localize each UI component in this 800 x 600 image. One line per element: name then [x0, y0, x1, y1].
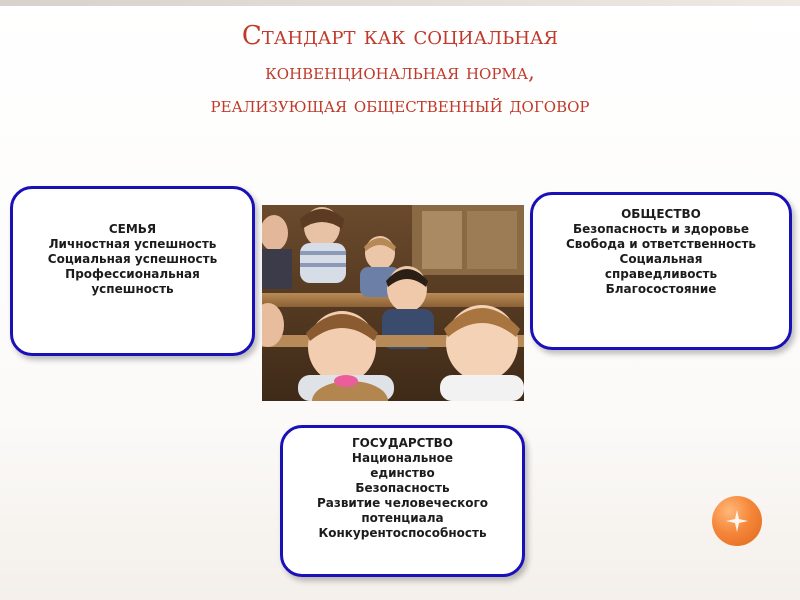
society-box [530, 192, 792, 350]
slide-title [100, 16, 700, 121]
family-item: Профессиональная [65, 267, 200, 281]
title-line-3: реализующая общественный договор [210, 92, 590, 117]
state-item: единство [370, 466, 435, 480]
society-item: Социальная [619, 252, 703, 266]
title-line-1: Стандарт как социальная [241, 21, 559, 51]
state-box [280, 425, 525, 577]
classroom-children-photo-icon [262, 205, 524, 401]
society-item: Безопасность и здоровье [572, 222, 750, 236]
state-item: Безопасность [355, 481, 450, 495]
society-item: Благосостояние [605, 282, 717, 296]
family-item: Социальная успешность [47, 252, 218, 266]
classroom-photo [262, 205, 524, 401]
state-item: Развитие человеческого [316, 496, 489, 510]
orange-decor-cross-icon [724, 508, 750, 534]
state-item: потенциала [361, 511, 444, 525]
state-heading: ГОСУДАРСТВО [351, 436, 453, 450]
society-heading: ОБЩЕСТВО [621, 207, 701, 221]
family-heading: СЕМЬЯ [108, 222, 157, 236]
family-box [10, 186, 255, 356]
society-item: справедливость [604, 267, 718, 281]
title-line-2: конвенциональная норма, [265, 60, 535, 85]
family-item: Личностная успешность [48, 237, 217, 251]
state-item: Национальное [351, 451, 454, 465]
family-item: успешность [91, 282, 174, 296]
society-item: Свобода и ответственность [566, 237, 756, 251]
top-divider [0, 0, 800, 6]
state-item: Конкурентоспособность [318, 526, 487, 540]
